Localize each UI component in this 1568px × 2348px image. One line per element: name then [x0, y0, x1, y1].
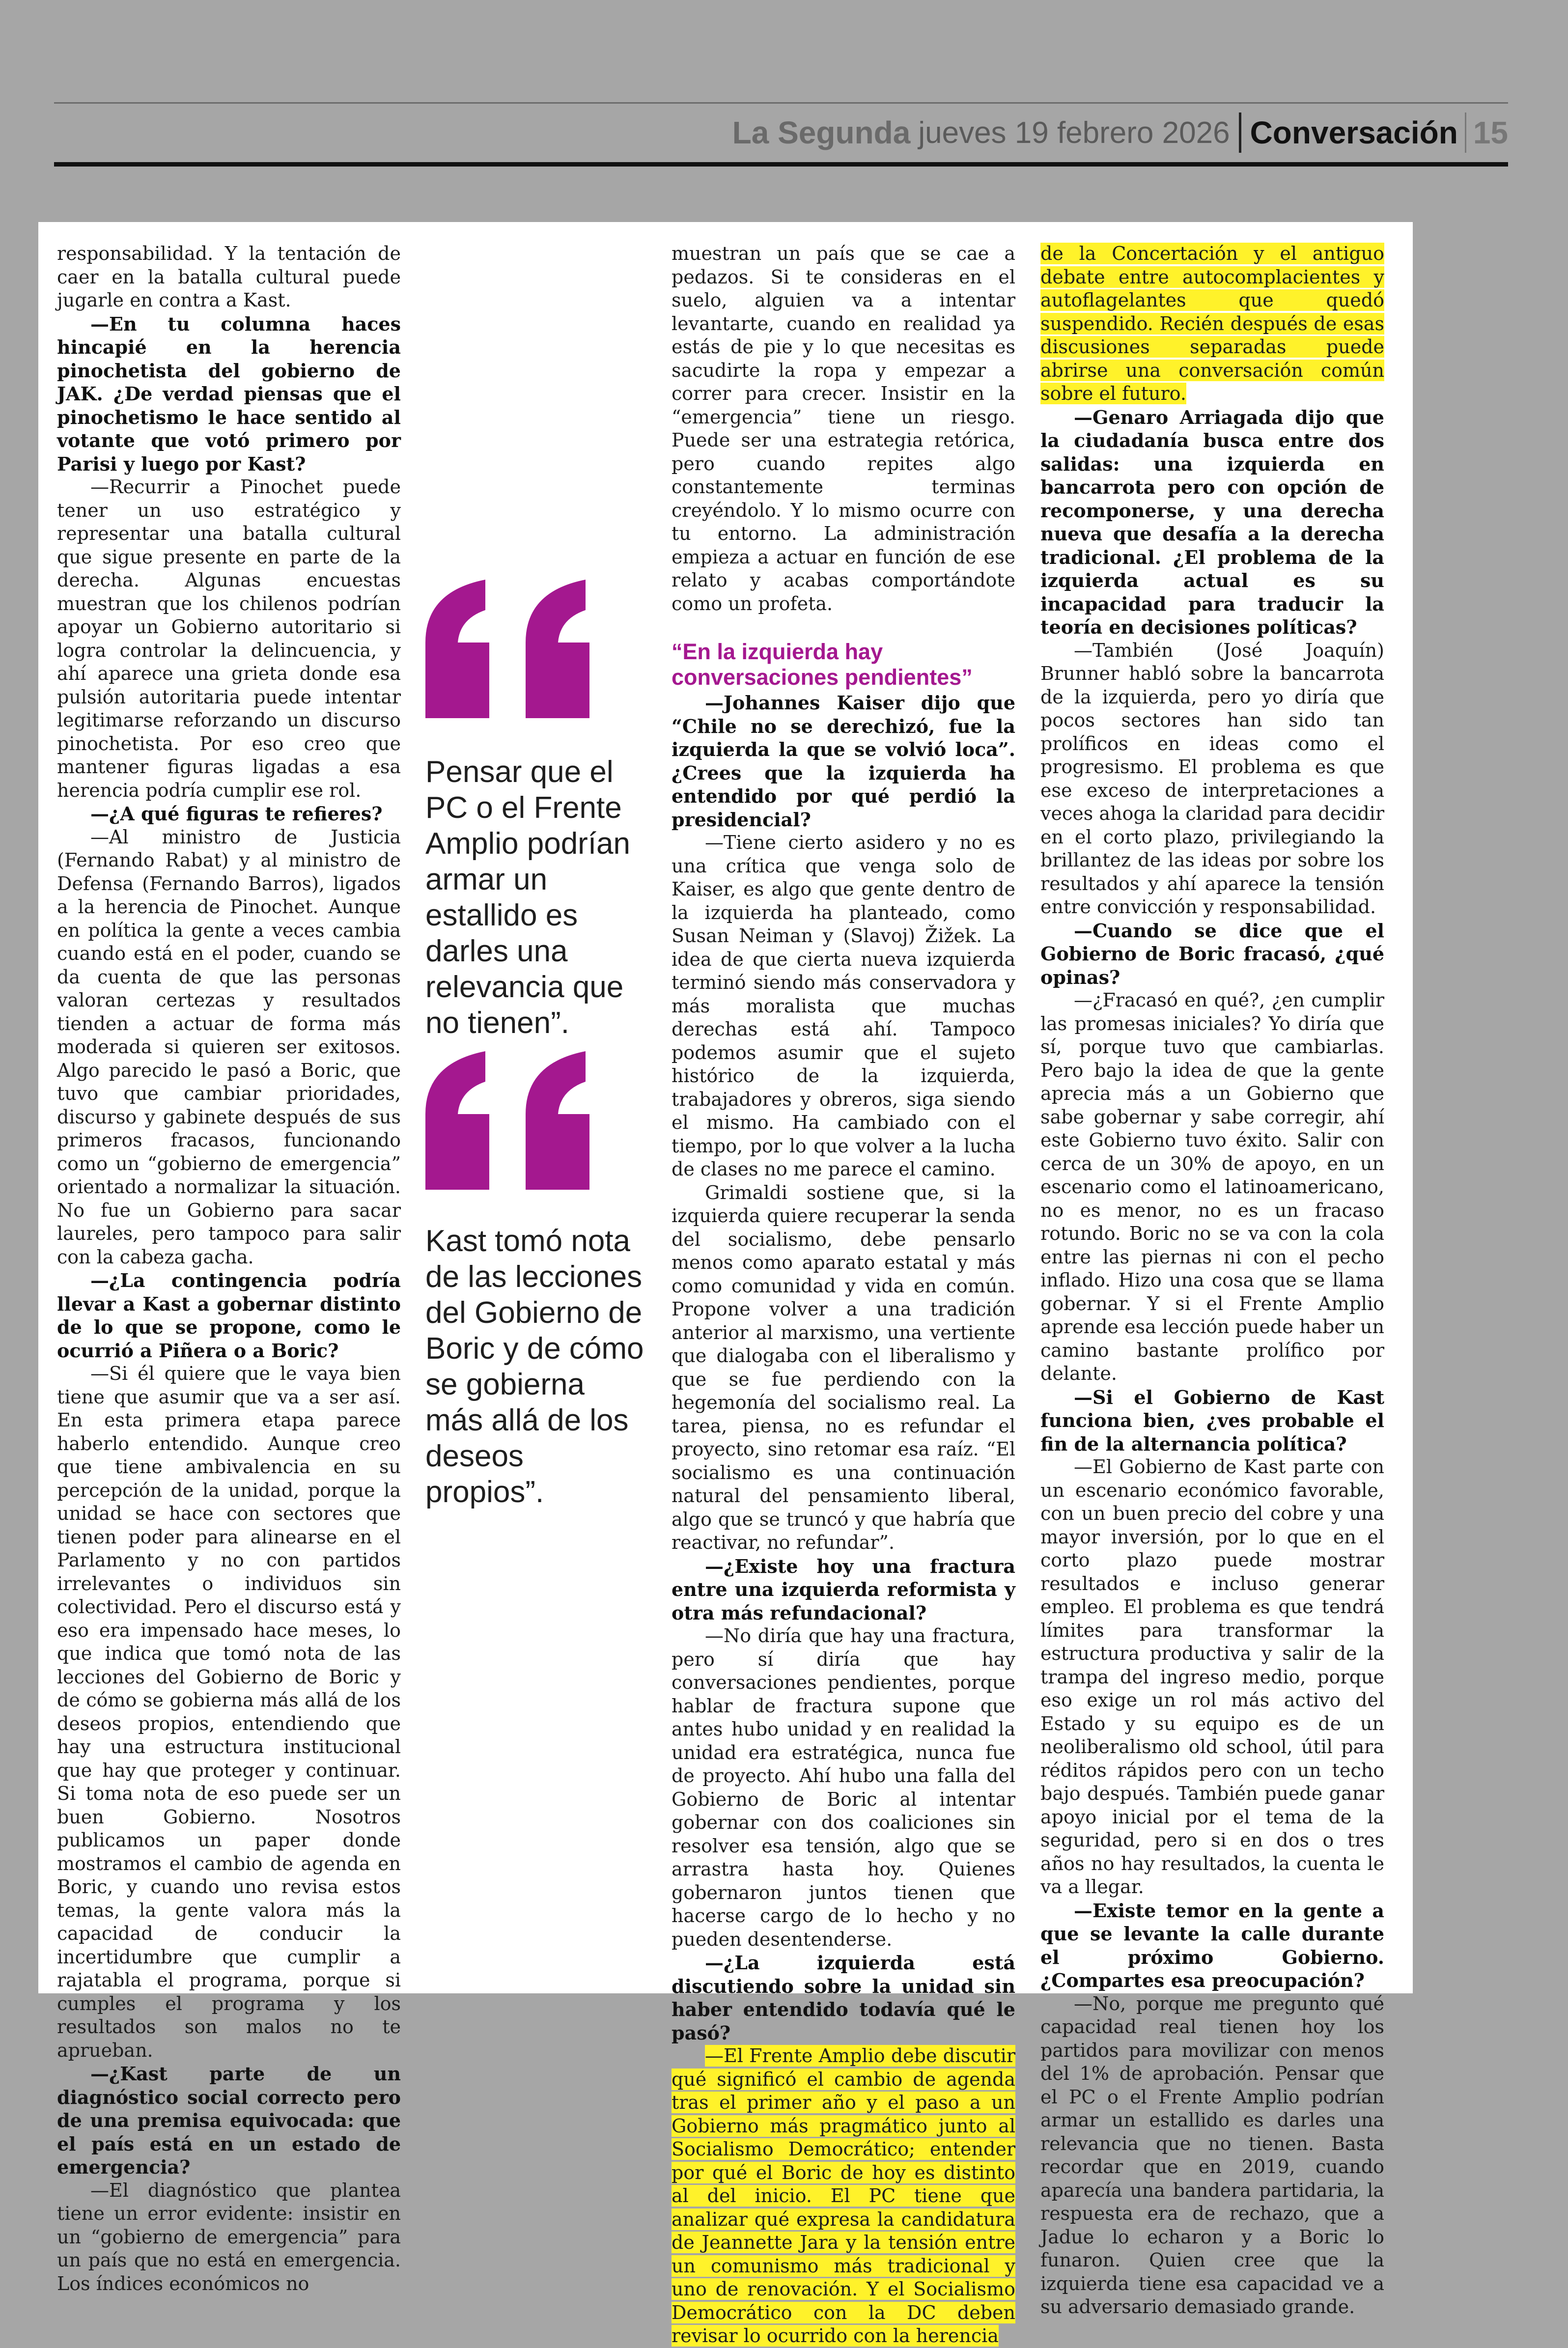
interview-question: —Johannes Kaiser dijo que “Chile no se derechizó, fue la izquierda la que se volvió loca”. ¿Crees que la izquierda ha entendido por qué perdió la presidencial? [672, 692, 1015, 831]
section-name: Conversación [1250, 115, 1458, 150]
highlighted-paragraph [672, 2044, 1015, 2348]
newspaper-name: La Segunda [732, 115, 911, 150]
answer-paragraph: —También (José Joaquín) Brunner habló sobre la bancarrota de la izquierda, pero yo diría que pocos sectores han sido tan prolíficos en ideas como el progresismo. El problema es que ese exceso de interpretaciones a veces ahoga la claridad para decidir en el corto plazo, privilegiando la brillantez de las ideas por sobre los resultados y ahí aparece la tensión entre convicción y responsabilidad. [1040, 639, 1384, 918]
open-quote-icon [425, 580, 592, 718]
interview-question: —¿Existe hoy una fractura entre una izquierda reformista y otra más refundacional? [672, 1555, 1015, 1624]
pull-quote-2: Kast tomó nota de las lecciones del Gobierno de Boric y de cómo se gobierna más allá de los deseos propios”. [425, 1224, 644, 1509]
issue-date: jueves 19 febrero 2026 [918, 115, 1230, 150]
answer-paragraph: Grimaldi sostiene que, si la izquierda quiere recuperar la senda del socialismo, debe pensarlo menos como aparato estatal y más como comunidad y vida en común. Propone volver a una tradición anterior al marxismo, una vertiente que dialogaba con el liberalismo y que se fue perdiendo con la hegemonía del socialismo real. La tarea, piensa, no es refundar el proyecto, sino retomar esa raíz. “El socialismo es una continuación natural del pensamiento liberal, algo que se truncó y que habría que reactivar, no refundar”. [672, 1181, 1015, 1553]
open-quote-icon [425, 1051, 592, 1190]
page-number: 15 [1473, 115, 1508, 150]
masthead [732, 108, 1508, 157]
answer-paragraph: —Tiene cierto asidero y no es una crítica que venga solo de Kaiser, es algo que gente dentro de la izquierda ha planteado, como Susan Neiman y (Slavoj) Žižek. La idea de que cierta nueva izquierda terminó siendo más conservadora y más moralista que muchas derechas está ahí. Tampoco podemos asumir que el sujeto histórico de la izquierda, trabajadores y obreros, siga siendo el mismo. Ha cambiado con el tiempo, por lo que volver a la lucha de clases no me parece el camino. [672, 832, 1015, 1180]
header-top-rule [54, 102, 1508, 104]
interview-question: —¿La izquierda está discutiendo sobre la unidad sin haber entendido todavía qué le pasó? [672, 1952, 1015, 2044]
article-column-1 [57, 242, 401, 2295]
highlighted-text: de la Concertación y el antiguo debate entre autocomplacientes y autoflagelantes que quedó suspendido. Recién después de esas discusiones separadas puede abrirse una conversación común sobre el futuro. [1040, 243, 1384, 404]
article-column-4 [1040, 242, 1384, 2319]
pull-quote-1: Pensar que el PC o el Frente Amplio podrían armar un estallido es darles una relevancia que no tienen”. [425, 755, 631, 1040]
answer-paragraph: —No, porque me pregunto qué capacidad real tienen hoy los partidos para movilizar con menos del 1% de aprobación. Pensar que el PC o el Frente Amplio podrían armar un estallido es darles una relevancia que no tienen. Basta recordar que en 2019, cuando aparecía una bandera partidaria, la respuesta era de rechazo, que a Jadue lo echaron y a Boric lo funaron. Quien cree que la izquierda tiene esa capacidad ve a su adversario demasiado grande. [1040, 1992, 1384, 2318]
answer-paragraph: —¿Fracasó en qué?, ¿en cumplir las promesas iniciales? Yo diría que sí, porque tuvo que cambiarlas. Pero bajo la idea de que la gente aprecia más a un Gobierno que sabe gobernar y sabe corregir, ahí este Gobierno tuvo éxito. Salir con cerca de un 30% de apoyo, en un escenario como el latinoamericano, no es menor, no es un fracaso rotundo. Boric no se va con la cola entre las piernas ni con el pecho inflado. Hizo una cosa que se llama gobernar. Y si el Frente Amplio aprende esa lección puede haber un camino bastante prolífico por delante. [1040, 989, 1384, 1384]
interview-question: —¿A qué figuras te refieres? [90, 803, 383, 825]
answer-paragraph: —Si él quiere que le vaya bien tiene que asumir que va a ser así. En esta primera etapa parece haberlo entendido. Aunque creo que tiene ambivalencia en su percepción de la unidad, porque la unidad se hace con sectores que tienen poder para alinearse en el Parlamento y no con partidos irrelevantes o individuos sin colectividad. Pero el discurso está y eso era impensado hace meses, lo que indica que tomó nota de las lecciones del Gobierno de Boric y de cómo se gobierna más allá de los deseos propios, entendiendo que hay una estructura institucional que hay que proteger y continuar. Si toma nota de eso puede ser un buen Gobierno. Nosotros publicamos un paper donde mostramos el cambio de agenda en Boric, y cuando uno revisa estos temas, la gente valora más la capacidad de conducir la incertidumbre que cumplir a rajatabla el programa, porque si cumples el programa y los resultados son malos no te aprueban. [57, 1363, 401, 2061]
paragraph-continuation: muestran un país que se cae a pedazos. Si te consideras en el suelo, alguien va a intentar levantarte, cuando en realidad ya estás de pie y lo que necesitas es sacudirte la ropa y empezar a correr para crecer. Insistir en la “emergencia” tiene un riesgo. Puede ser una estrategia retórica, pero cuando repites algo constantemente terminas creyéndolo. Y lo mismo ocurre con tu entorno. La administración empieza a actuar en función de ese relato y acabas comportándote como un profeta. [672, 243, 1015, 615]
answer-paragraph: —El Gobierno de Kast parte con un escenario económico favorable, con un buen precio del cobre y una mayor inversión, por lo que en el corto plazo puede mostrar resultados e incluso generar empleo. El problema es que tendrá límites para transformar la estructura productiva y salir de la trampa del ingreso medio, porque eso exige un rol más activo del Estado y su equipo es de un neoliberalismo old school, útil para réditos rápidos pero con un techo bajo después. También puede ganar apoyo inicial por el tema de la seguridad, pero si en dos o tres años no hay resultados, la cuenta le va a llegar. [1040, 1456, 1384, 1898]
interview-question: —Existe temor en la gente a que se levante la calle durante el próximo Gobierno. ¿Compartes esa preocupación? [1040, 1899, 1384, 1991]
highlighted-text: —El Frente Amplio debe discutir qué significó el cambio de agenda tras el primer año y el paso a un Gobierno más pragmático junto al Socialismo Democrático; entender por qué el Boric de hoy es distinto al del inicio. El PC tiene que analizar qué expresa la candidatura de Jeannette Jara y la tensión entre un comunismo más tradicional y uno de renovación. Y el Socialismo Democrático con la DC deben revisar lo ocurrido con la herencia [672, 2045, 1015, 2347]
paragraph-continuation: responsabilidad. Y la tentación de caer en la batalla cultural puede jugarle en contra a Kast. [57, 243, 401, 311]
answer-paragraph: —El diagnóstico que plantea tiene un error evidente: insistir en un “gobierno de emergencia” para un país que no está en emergencia. Los índices económicos no [57, 2179, 401, 2294]
page-number-divider [1465, 112, 1466, 153]
interview-question: —¿Kast parte de un diagnóstico social correcto pero de una premisa equivocada: que el país está en un estado de emergencia? [57, 2063, 401, 2178]
interview-question: —En tu columna haces hincapié en la herencia pinochetista del gobierno de JAK. ¿De verdad piensas que el pinochetismo le hace sentido al votante que votó primero por Parisi y luego por Kast? [57, 312, 401, 475]
answer-paragraph: —Al ministro de Justicia (Fernando Rabat) y al ministro de Defensa (Fernando Barros), ligados a la herencia de Pinochet. Aunque en política la gente a veces cambia cuando está en el poder, cuando se da cuenta de que las personas valoran certezas y resultados tienden a actuar de forma más moderada si quieren ser exitosos. Algo parecido le pasó a Boric, que tuvo que cambiar prioridades, discurso y gabinete después de sus primeros fracasos, funcionando como un “gobierno de emergencia” orientado a normalizar la situación. No fue un Gobierno para sacar laureles, pero tampoco para salir con la cabeza gacha. [57, 826, 401, 1268]
article-column-3 [672, 242, 1015, 2348]
interview-question: —Genaro Arriagada dijo que la ciudadanía busca entre dos salidas: una izquierda en bancarrota pero con opción de recomponerse, y una derecha nueva que desafía a la derecha tradicional. ¿El problema de la izquierda actual es su incapacidad para traducir la teoría en decisiones políticas? [1040, 406, 1384, 638]
answer-paragraph: —Recurrir a Pinochet puede tener un uso estratégico y representar una batalla cultural que sigue presente en parte de la derecha. Algunas encuestas muestran que los chilenos podrían apoyar un Gobierno autoritario si logra controlar la delincuencia, y ahí aparece una grieta donde esa pulsión autoritaria puede intentar legitimarse reforzando un discurso pinochetista. Por eso creo que mantener figuras ligadas a esa herencia podría cumplir ese rol. [57, 476, 401, 801]
highlighted-paragraph [1040, 242, 1384, 406]
interview-question: —Si el Gobierno de Kast funciona bien, ¿ves probable el fin de la alternancia política? [1040, 1386, 1384, 1455]
masthead-divider [1239, 112, 1241, 153]
section-subheading: “En la izquierda hay conversaciones pendientes” [672, 639, 973, 690]
interview-question: —¿La contingencia podría llevar a Kast a gobernar distinto de lo que se propone, como le ocurrió a Piñera o a Boric? [57, 1269, 401, 1362]
header-bottom-rule [54, 162, 1508, 167]
answer-paragraph: —No diría que hay una fractura, pero sí diría que hay conversaciones pendientes, porque hablar de fractura supone que antes hubo unidad y en realidad la unidad era estratégica, nunca fue de proyecto. Ahí hubo una falla del Gobierno de Boric al intentar gobernar con dos coaliciones sin resolver esa tensión, algo que se arrastra hasta hoy. Quienes gobernaron juntos tienen que hacerse cargo de lo hecho y no pueden desentenderse. [672, 1625, 1015, 1950]
interview-question: —Cuando se dice que el Gobierno de Boric fracasó, ¿qué opinas? [1040, 919, 1384, 988]
